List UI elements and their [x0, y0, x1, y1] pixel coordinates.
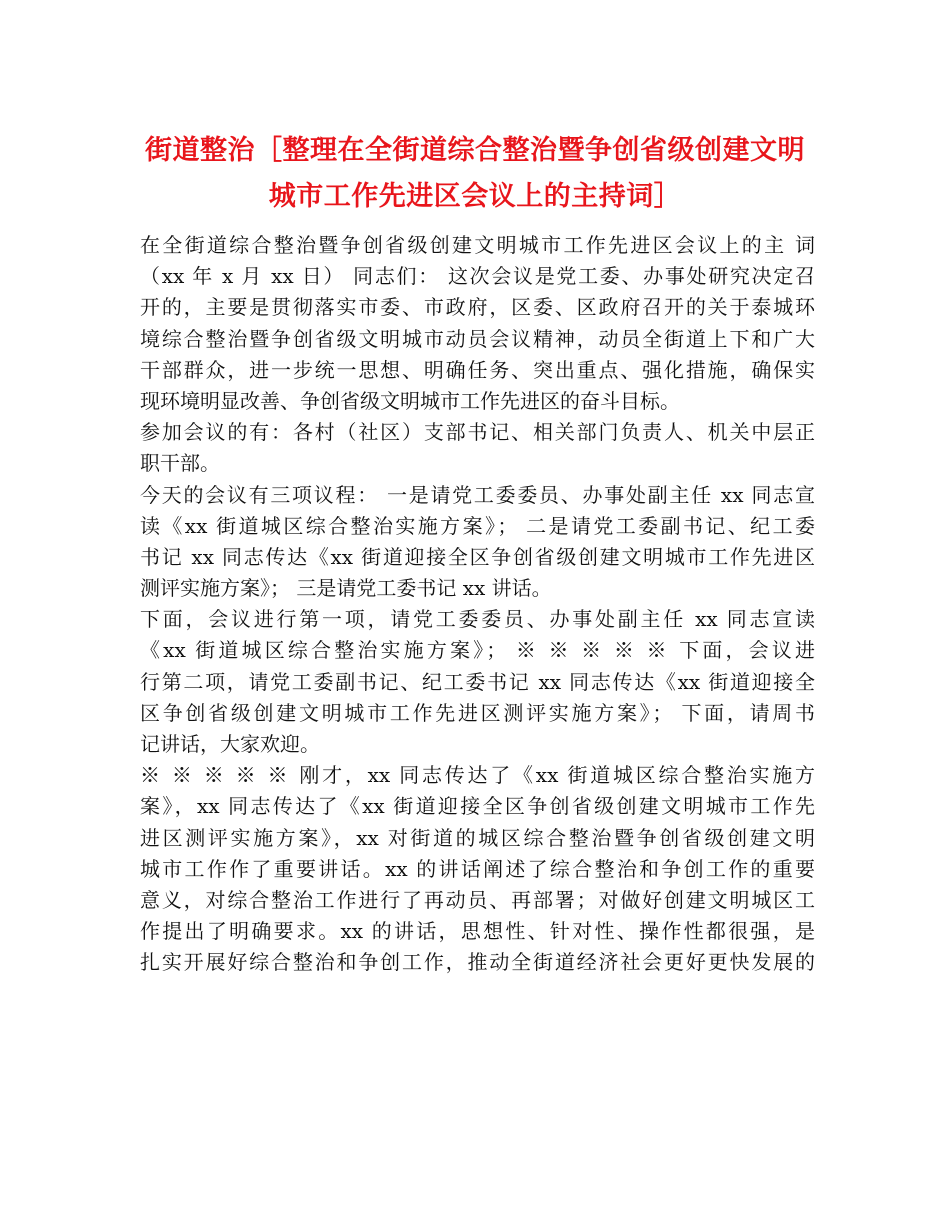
title-line-2: 城市工作先进区会议上的主持词］ [268, 181, 682, 212]
body-line: 干部群众，进一步统一思想、明确任务、突出重点、强化措施，确保实 [140, 357, 815, 382]
body-line: 进区测评实施方案》，xx 对街道的城区综合整治暨争创省级创建文明 [140, 825, 815, 850]
body-line: 今天的会议有三项议程： 一是请党工委委员、办事处副主任 xx 同志宣 [140, 482, 815, 507]
body-line: 区争创省级创建文明城市工作先进区测评实施方案》； 下面，请周书 [140, 700, 815, 725]
body-line: ※ ※ ※ ※ ※ 刚才，xx 同志传达了《xx 街道城区综合整治实施方 [140, 763, 815, 788]
body-line: 职干部。 [140, 451, 220, 476]
body-line: 城市工作作了重要讲话。xx 的讲话阐述了综合整治和争创工作的重要 [140, 856, 815, 881]
body-line: 意义，对综合整治工作进行了再动员、再部署；对做好创建文明城区工 [140, 887, 815, 912]
body-line: 作提出了明确要求。xx 的讲话，思想性、针对性、操作性都很强，是 [140, 919, 815, 944]
title-line-1: 街道整治［整理在全街道综合整治暨争创省级创建文明 [145, 135, 805, 166]
body-line: 参加会议的有：各村（社区）支部书记、相关部门负责人、机关中层正 [140, 420, 815, 445]
document-body [140, 230, 815, 979]
body-line: 扎实开展好综合整治和争创工作，推动全街道经济社会更好更快发展的 [140, 950, 815, 975]
body-line: 读《xx 街道城区综合整治实施方案》； 二是请党工委副书记、纪工委 [140, 513, 815, 538]
document-title [130, 128, 820, 220]
body-line: 《xx 街道城区综合整治实施方案》； ※ ※ ※ ※ ※ 下面，会议进 [140, 638, 815, 663]
body-line: 书记 xx 同志传达《xx 街道迎接全区争创省级创建文明城市工作先进区 [140, 544, 815, 569]
body-line: 下面，会议进行第一项，请党工委委员、办事处副主任 xx 同志宣读 [140, 607, 815, 632]
body-line: 案》，xx 同志传达了《xx 街道迎接全区争创省级创建文明城市工作先 [140, 794, 815, 819]
body-line: 现环境明显改善、争创省级文明城市工作先进区的奋斗目标。 [140, 388, 680, 413]
body-line: 记讲话，大家欢迎。 [140, 732, 320, 756]
body-line: 在全街道综合整治暨争创省级创建文明城市工作先进区会议上的主 词 [140, 233, 815, 257]
body-line: 行第二项，请党工委副书记、纪工委书记 xx 同志传达《xx 街道迎接全 [140, 669, 815, 694]
body-line: 开的，主要是贯彻落实市委、市政府，区委、区政府召开的关于泰城环 [140, 295, 815, 320]
body-line: （xx 年 x 月 xx 日） 同志们： 这次会议是党工委、办事处研究决定召 [140, 264, 815, 289]
body-line: 境综合整治暨争创省级文明城市动员会议精神，动员全街道上下和广大 [140, 326, 815, 351]
body-line: 测评实施方案》； 三是请党工委书记 xx 讲话。 [140, 576, 552, 601]
